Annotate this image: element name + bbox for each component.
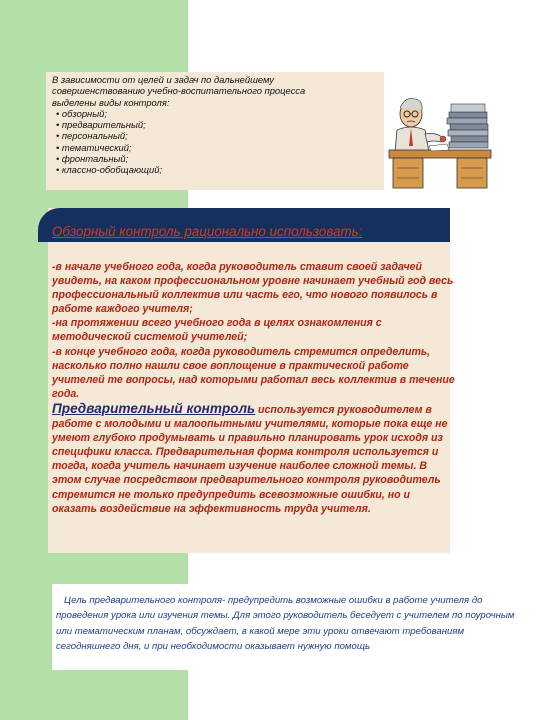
list-item: • фронтальный; <box>52 153 352 164</box>
intro-block <box>52 74 352 176</box>
list-item: • классно-обобщающий; <box>52 164 352 175</box>
control-types-list <box>52 108 352 176</box>
paragraph-start-of-year: -в начале учебного года, когда руководитель ставит своей задачей увидеть, на каком профессиональном уровне начинает учебный год весь профессиональный коллектив или часть его, что нового появилось в работе каждого учителя; <box>52 261 454 316</box>
preliminary-text: используется руководителем в работе с молодыми и малоопытными учителями, которые пока еще не умеют глубоко продумывать и правильно планировать урок исходя из специфики класса. Предварительная форма контроля используется и тогда, когда учитель начинает изучение наиболее сложной темы. В этом случае посредством предварительного контроля руководитель стремится не только предупредить всевозможные ошибки, но и оказать воздействие на эффективность труда учителя. <box>52 403 448 515</box>
list-item: • персональный; <box>52 130 352 141</box>
paragraph-during-year: -на протяжении всего учебного года в целях ознакомления с методической системой учителей; <box>52 317 382 344</box>
list-item: • предварительный; <box>52 119 352 130</box>
teacher-at-desk-illustration <box>385 90 495 190</box>
list-item: • тематический; <box>52 142 352 153</box>
intro-text: В зависимости от целей и задач по дальнейшему совершенствованию учебно-воспитательного процесса выделены виды контроля: <box>52 74 306 108</box>
overview-heading: Обзорный контроль рационально использовать: <box>52 224 363 239</box>
preliminary-heading: Предварительный контроль <box>52 400 256 416</box>
paragraph-end-of-year: -в конце учебного года, когда руководитель стремится определить, насколько полно нашли свое воплощение в практической работе учителей те вопросы, над которыми работал весь коллектив в течение года. <box>52 345 455 400</box>
list-item: • обзорный; <box>52 108 352 119</box>
preliminary-paragraph <box>52 401 457 516</box>
bottom-paragraph: Цель предварительного контроля- предупредить возможные ошибки в работе учителя до проведения урока или изучения темы. Для этого руководитель беседует с учителем по поурочным или тематическим планам, обсуждает, в какой мере эти уроки отвечают требованиям сегодняшнего дня, и при необходимости оказывает нужную помощь <box>56 595 515 653</box>
main-text-block <box>52 260 457 516</box>
